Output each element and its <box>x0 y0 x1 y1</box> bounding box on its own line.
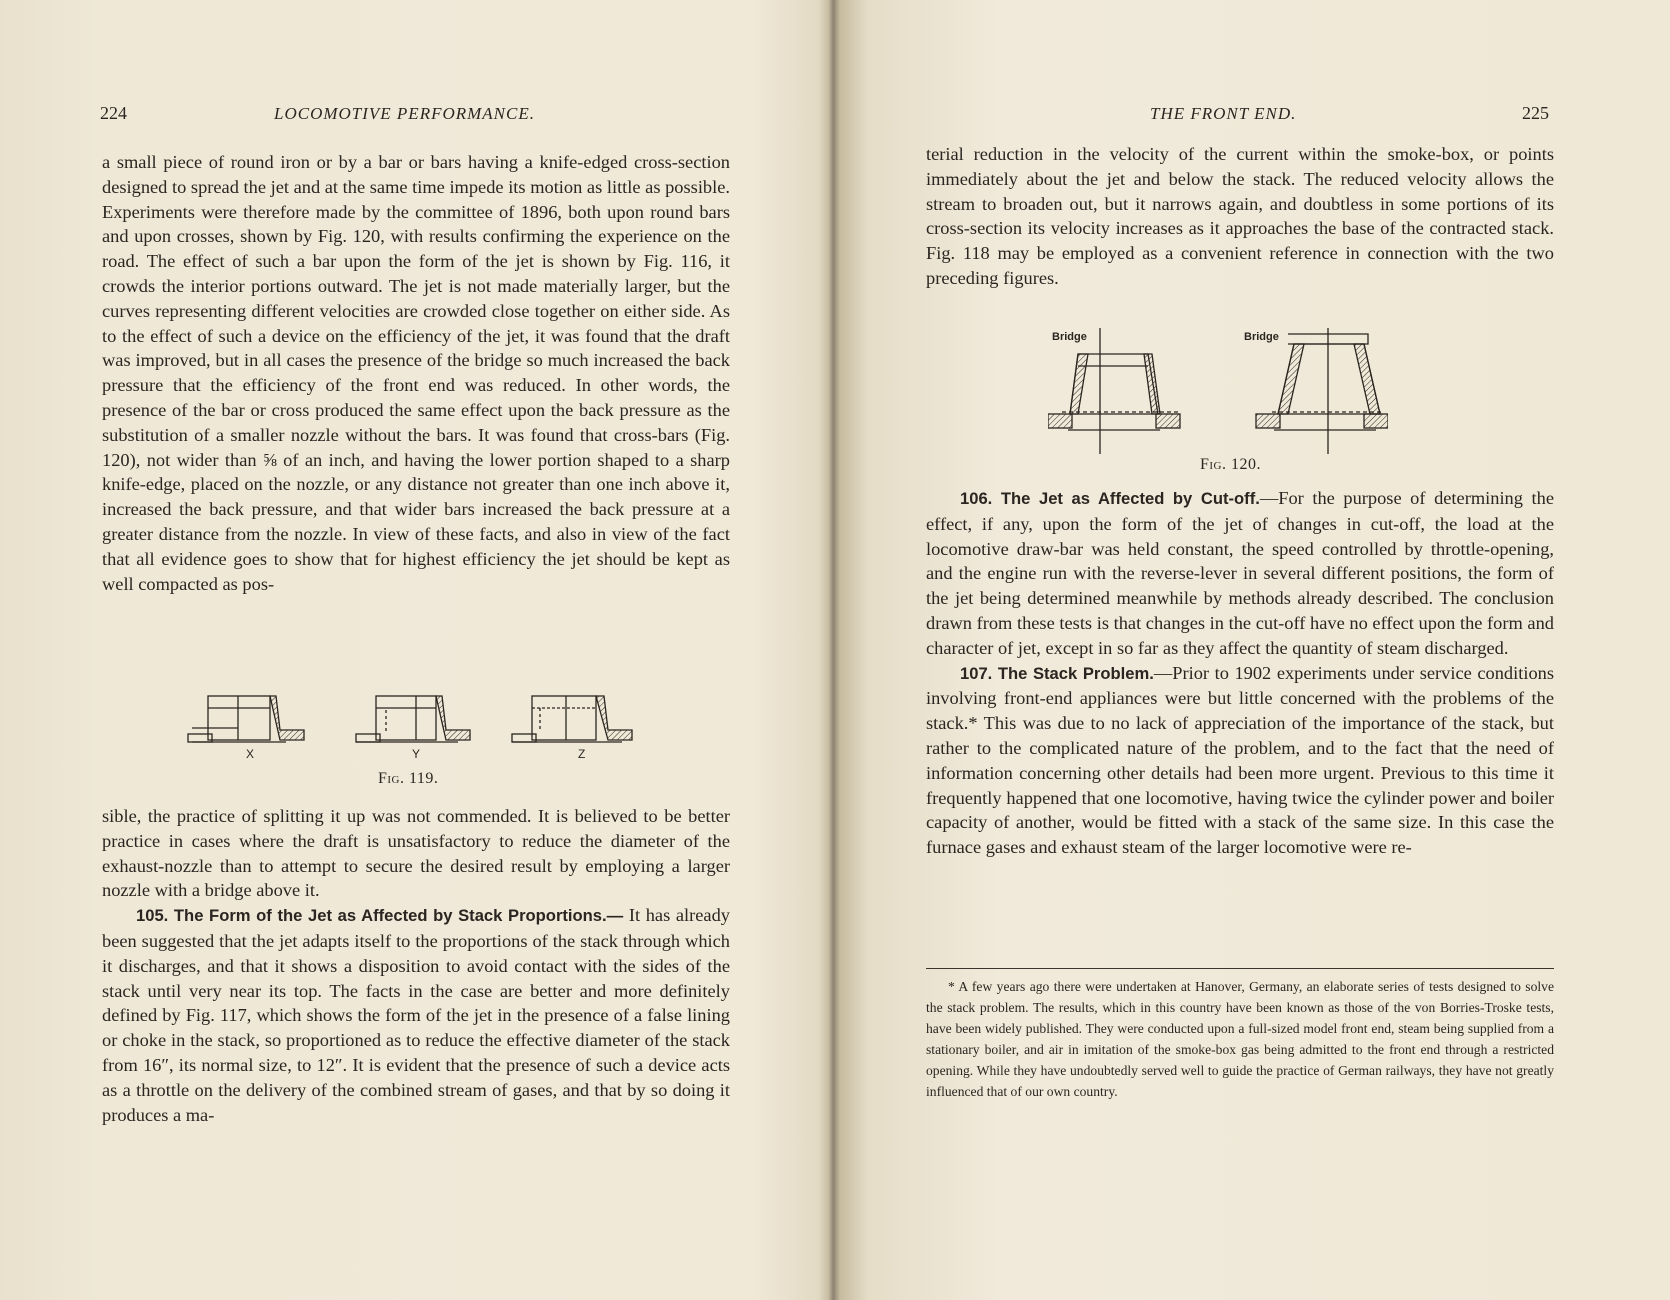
section-107-body: —Prior to 1902 experiments under service conditions involving front-end appliances were but little concerned with the problems of the stack.* This was due to no lack of appreciation of the importance of the stack, but rather to the complicated nature of the problem, and to the fact that the need of information concerning other details had been more urgent. Previous to this time it frequently happened that one locomotive, having twice the cylinder power and boiler capacity of another, would be fitted with a stack of the same size. In this case the furnace gases and exhaust steam of the larger locomotive were re- <box>926 662 1554 858</box>
paragraph-continued: sible, the practice of splitting it up was not commended. It is believed to be better practice in cases where the draft is unsatisfactory to reduce the diameter of the exhaust-nozzle than to attempt to secure the desired result by employing a larger nozzle with a bridge above it. <box>102 806 730 901</box>
fig120-label-bridge-right: Bridge <box>1244 331 1279 343</box>
section-105-number: 105. <box>136 906 169 926</box>
section-105 <box>102 903 730 1127</box>
section-107-title: The Stack Problem. <box>997 663 1154 683</box>
right-text-top <box>926 142 1554 291</box>
running-head-right: THE FRONT END. <box>1150 104 1297 123</box>
section-106-number: 106. <box>960 489 993 508</box>
running-head-left: LOCOMOTIVE PERFORMANCE. <box>274 104 535 123</box>
figure-120-caption: Fig. 120. <box>1200 456 1262 473</box>
figure-120 <box>1048 324 1388 454</box>
footnote <box>926 976 1554 1102</box>
left-text-bottom <box>102 804 730 1127</box>
footnote-text: * A few years ago there were undertaken at Hanover, Germany, an elaborate series of tests designed to solve the stack problem. The results, which in this country have been known as those of the von Borries-Troske tests, have been widely published. They were conducted upon a full-sized model front end, steam being supplied from a stationary boiler, and air in imitation of the smoke-box gas being admitted to the front end through a restricted opening. While they have undoubtedly served well to guide the practice of German railways, they have not greatly influenced that of our own country. <box>926 979 1554 1099</box>
fig120-label-bridge-left: Bridge <box>1052 331 1087 343</box>
left-text-top <box>102 150 730 596</box>
section-107 <box>926 661 1554 860</box>
fig119-label-x: X <box>246 747 255 760</box>
section-106 <box>926 486 1554 661</box>
figure-119 <box>186 690 646 760</box>
footnote-rule <box>926 968 1554 969</box>
fig119-x-drawing <box>188 696 304 742</box>
section-106-title: The Jet as Affected by Cut-off. <box>1000 489 1260 508</box>
paragraph: terial reduction in the velocity of the current within the smoke-box, or points immediately about the jet and below the stack. The reduced velocity allows the stream to broaden out, but it narrows again, and doubtless in some portions of its cross-section its velocity increases as it approaches the base of the contracted stack. Fig. 118 may be employed as a convenient reference in connection with the two preceding figures. <box>926 144 1554 288</box>
fig120-right-drawing <box>1256 328 1388 454</box>
fig119-y-drawing <box>356 696 470 742</box>
fig119-z-drawing <box>512 696 632 742</box>
fig119-label-y: Y <box>412 747 421 760</box>
paragraph: a small piece of round iron or by a bar or bars having a knife-edged cross-section designed to spread the jet and at the same time impede its motion as little as possible. Experiments were therefore made by the committee of 1896, both upon round bars and upon crosses, shown by Fig. 120, with results confirming the experience on the road. The effect of such a bar upon the form of the jet is shown by Fig. 116, it crowds the interior portions outward. The jet is not made materially larger, but the curves representing different velocities are crowded close together on either side. As to the effect of such a device on the efficiency of the jet, it was found that the draft was improved, but in all cases the presence of the bridge so much increased the back pressure that the efficiency of the front end was reduced. In other words, the presence of the bar or cross produced the same effect upon the back pressure as the substitution of a smaller nozzle without the bars. It was found that cross-bars (Fig. 120), not wider than ⅝ of an inch, and having the lower portion shaped to a sharp knife-edge, placed on the nozzle, or any distance not greater than one inch above it, increased the back pressure, and that wider bars increased the back pressure at a greater distance from the nozzle. In view of these facts, and also in view of the fact that all evidence goes to show that for highest efficiency the jet should be kept as well compacted as pos- <box>102 152 730 594</box>
fig119-label-z: Z <box>578 747 586 760</box>
section-107-number: 107. <box>960 663 993 683</box>
right-text-bottom <box>926 486 1554 860</box>
figure-119-caption: Fig. 119. <box>378 770 439 787</box>
fig120-left-drawing <box>1048 328 1180 454</box>
left-page <box>0 0 832 1300</box>
section-105-body: It has already been suggested that the jet adapts itself to the proportions of the stack through which it discharges, and that it shows a disposition to avoid contact with the sides of the stack until very near its top. The facts in the case are better and more definitely defined by Fig. 117, which shows the form of the jet in the presence of a false lining or choke in the stack, so proportioned as to reduce the effective diameter of the stack from 16″, its normal size, to 12″. It is evident that the presence of such a device acts as a throttle on the delivery of the combined stream of gases, and that by so doing it produces a ma- <box>102 905 730 1125</box>
right-page <box>838 0 1670 1300</box>
page-number-left: 224 <box>100 103 127 123</box>
section-106-body: —For the purpose of determining the effect, if any, upon the form of the jet of changes in cut-off, the load at the locomotive draw-bar was held constant, the speed controlled by throttle-opening, and the engine run with the reverse-lever in several different positions, the form of the jet being determined meanwhile by methods already described. The conclusion drawn from these tests is that changes in the cut-off have no effect upon the form and character of jet, except in so far as they affect the quantity of steam discharged. <box>926 488 1554 658</box>
section-105-title: The Form of the Jet as Affected by Stack Proportions.— <box>173 906 624 926</box>
page-number-right: 225 <box>1522 103 1549 123</box>
